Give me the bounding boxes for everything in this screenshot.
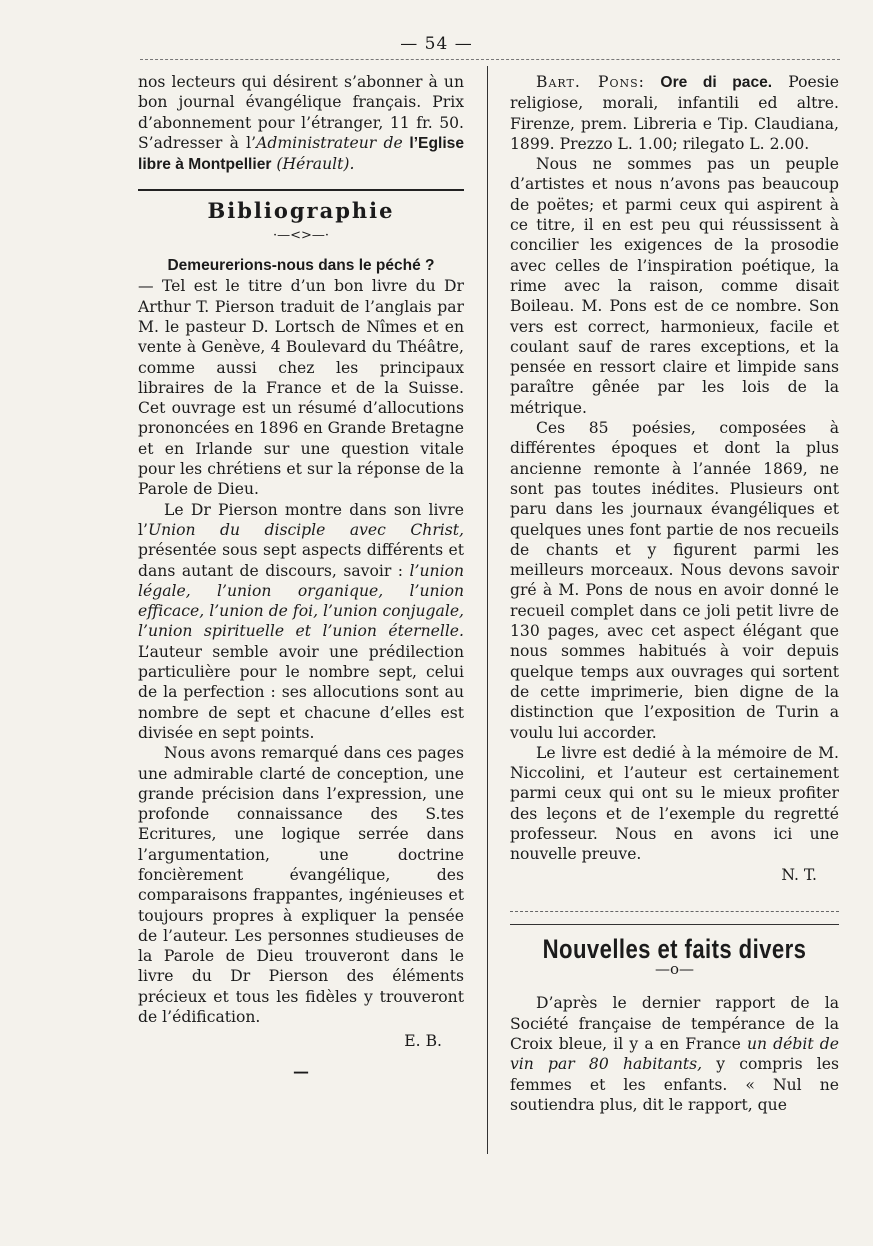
page-number: — 54 — bbox=[400, 34, 473, 54]
right-column bbox=[510, 72, 839, 1115]
column-divider bbox=[487, 66, 488, 1154]
section-title-nouvelles: Nouvelles et faits divers bbox=[542, 933, 807, 964]
news-paragraph: D’après le dernier rapport de la Société française de tempérance de la Croix bleue, il y a en France un débit de vin par 80 habitants, y compris les femmes et les enfants. « Nul ne soutiendra plus, dit le rapport, que bbox=[510, 994, 839, 1114]
top-rule bbox=[140, 59, 840, 60]
review-paragraph-2: Le Dr Pierson montre dans son livre l’Union du disciple avec Christ, présentée sous sept aspects différents et dans autant de discours, savoir : l’union légale, l’union organique, l’union efficace, l’union de foi, l’union conjugale, l’union spirituelle et l’union éternelle. L’auteur semble avoir une prédilection particulière pour le nombre sept, celui de la perfection : ses allocutions sont au nombre de sept et chacune d’elles est divisée en sept points. bbox=[138, 500, 464, 742]
pons-review-paragraph-3: Le livre est dedié à la mémoire de M. Niccolini, et l’auteur est certainement parmi ceux qui ont su le mieux profiter des leçons et de l’exemple du regretté professeur. Nous en avons ici une nouvelle preuve. bbox=[510, 743, 839, 864]
section-rule-dashed bbox=[510, 911, 839, 912]
book-reference: Bart. Pons: Ore di pace. Poesie religiose, morali, infantili ed altre. Firenze, prem. Libreria e Tip. Claudiana, 1899. Prezzo L. 1.00; rilegato L. 2.00. bbox=[510, 73, 840, 153]
ornament: ·—<>—· bbox=[272, 227, 330, 243]
pons-review-paragraph-1: Nous ne sommes pas un peuple d’artistes et nous n’avons pas beaucoup de poëtes; et parmi ceux qui aspirent à ce titre, il en est peu qui réussissent à concilier les exigences de la prosodie avec celles de l’inspiration poétique, la rime avec la raison, comme disait Boileau. M. Pons est de ce nombre. Son vers est correct, harmonieux, facile et coulant sauf de rares exceptions, et la pensée en ressort claire et limpide sans paraître gênée par les lois de la métrique. bbox=[510, 155, 839, 417]
review-paragraph-3: Nous avons remarqué dans ces pages une admirable clarté de conception, une grande précision dans l’expression, une profonde connaissance des S.tes Ecritures, une logique serrée dans l’argumentation, une doctrine foncièrement évangélique, des comparaisons frappantes, ingénieuses et toujours propres à expliquer la pensée de l’auteur. Les personnes studieuses de la Parole de Dieu trouveront dans le livre du Dr Pierson des éléments précieux et tous les fidèles y trouveront de l’édification. bbox=[138, 744, 464, 1027]
subscription-paragraph: nos lecteurs qui désirent s’abonner à un bon journal évangélique français. Prix d’abonnement pour l’étranger, 11 fr. 50. S’adresser à l’Administrateur de l’Eglise libre à Montpellier (Hérault). bbox=[138, 73, 464, 174]
end-mark: — bbox=[293, 1061, 309, 1081]
review-paragraph-1: — Tel est le titre d’un bon livre du Dr Arthur T. Pierson traduit de l’anglais par M. le pasteur D. Lortsch de Nîmes et en vente à Genève, 4 Boulevard du Théâtre, comme aussi chez les principaux libraires de la France et de la Suisse. Cet ouvrage est un résumé d’allocutions prononcées en 1896 en Grande Bretagne et en Irlande sur une question vitale pour les chrétiens et sur la réponse de la Parole de Dieu. bbox=[138, 277, 464, 499]
book-title: Demeurerions-nous dans le péché ? bbox=[167, 257, 435, 275]
section-rule-solid bbox=[510, 924, 839, 925]
section-rule bbox=[138, 189, 464, 191]
left-column bbox=[138, 72, 464, 1082]
signature-nt: N. T. bbox=[781, 865, 817, 884]
section-title-bibliographie: Bibliographie bbox=[207, 198, 395, 224]
o-ornament: —o— bbox=[654, 960, 695, 979]
signature-eb: E. B. bbox=[404, 1032, 442, 1051]
pons-review-paragraph-2: Ces 85 poésies, composées à différentes époques et dont la plus ancienne remonte à l’année 1869, ne sont pas toutes inédites. Plusieurs ont paru dans les journaux évangéliques et quelques unes font partie de nos recueils de chants et y figurent parmi les meilleurs morceaux. Nous devons savoir gré à M. Pons de nous en avoir donné le recueil complet dans ce joli petit livre de 130 pages, avec cet aspect élégant que nous sommes habitués à voir depuis quelque temps aux ouvrages qui sortent de cette imprimerie, bien digne de la distinction que l’exposition de Turin a voulu lui accorder. bbox=[510, 419, 839, 742]
